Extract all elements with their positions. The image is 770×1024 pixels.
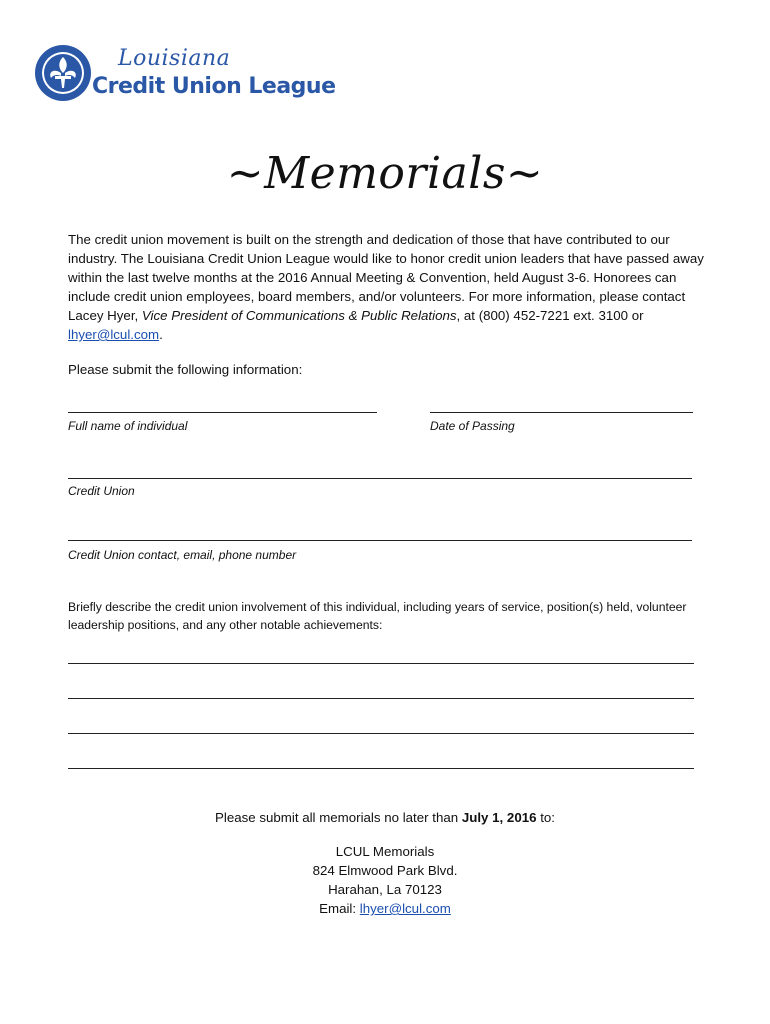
logo-name-text: Credit Union League [92,74,336,99]
full-name-line[interactable] [68,412,377,413]
submit-prompt: Please submit the following information: [68,362,303,377]
intro-text-3: . [159,327,163,342]
contact-label: Credit Union contact, email, phone number [68,548,297,562]
address-email-link[interactable]: lhyer@lcul.com [359,901,451,916]
involvement-line-1[interactable] [68,663,694,664]
contact-email-link[interactable]: lhyer@lcul.com [68,327,160,342]
involvement-line-3[interactable] [68,733,694,734]
address-line-1: LCUL Memorials [335,844,435,859]
credit-union-line[interactable] [68,478,692,479]
intro-text-2: , at (800) 452-7221 ext. 3100 or [456,308,644,323]
mailing-address [0,842,770,918]
fleur-de-lis-seal-icon [34,44,92,102]
deadline-after: to: [536,810,555,825]
credit-union-label: Credit Union [68,484,135,498]
involvement-line-4[interactable] [68,768,694,769]
deadline-before: Please submit all memorials no later than [215,810,462,825]
deadline-date: July 1, 2016 [461,810,537,825]
logo-script-text: Louisiana [118,46,231,71]
contact-role: Vice President of Communications & Public Relations [141,308,457,323]
address-line-2: 824 Elmwood Park Blvd. [312,863,458,878]
league-logo [34,44,336,110]
address-line-3: Harahan, La 70123 [328,882,442,897]
address-email-row [0,899,770,918]
date-of-passing-line[interactable] [430,412,693,413]
full-name-label: Full name of individual [68,419,188,433]
intro-text-1: The credit union movement is built on the strength and dedication of those that have contributed to our industry. The Louisiana Credit Union League would like to honor credit union leaders that have passed away within the last twelve months at the 2016 Annual Meeting & Convention, held August 3-6. Honorees can include credit union employees, board members, and/or volunteers. For more information, please contact Lacey Hyer, [68,232,704,323]
address-email-label: Email: [319,901,360,916]
deadline-text [0,810,770,825]
page-title: ~Memorials~ [226,148,544,199]
contact-line[interactable] [68,540,692,541]
involvement-instructions: Briefly describe the credit union involvement of this individual, including years of service, position(s) held, volunteer leadership positions, and any other notable achievements: [68,600,687,632]
date-of-passing-label: Date of Passing [430,419,515,433]
intro-paragraph [68,230,708,344]
involvement-line-2[interactable] [68,698,694,699]
